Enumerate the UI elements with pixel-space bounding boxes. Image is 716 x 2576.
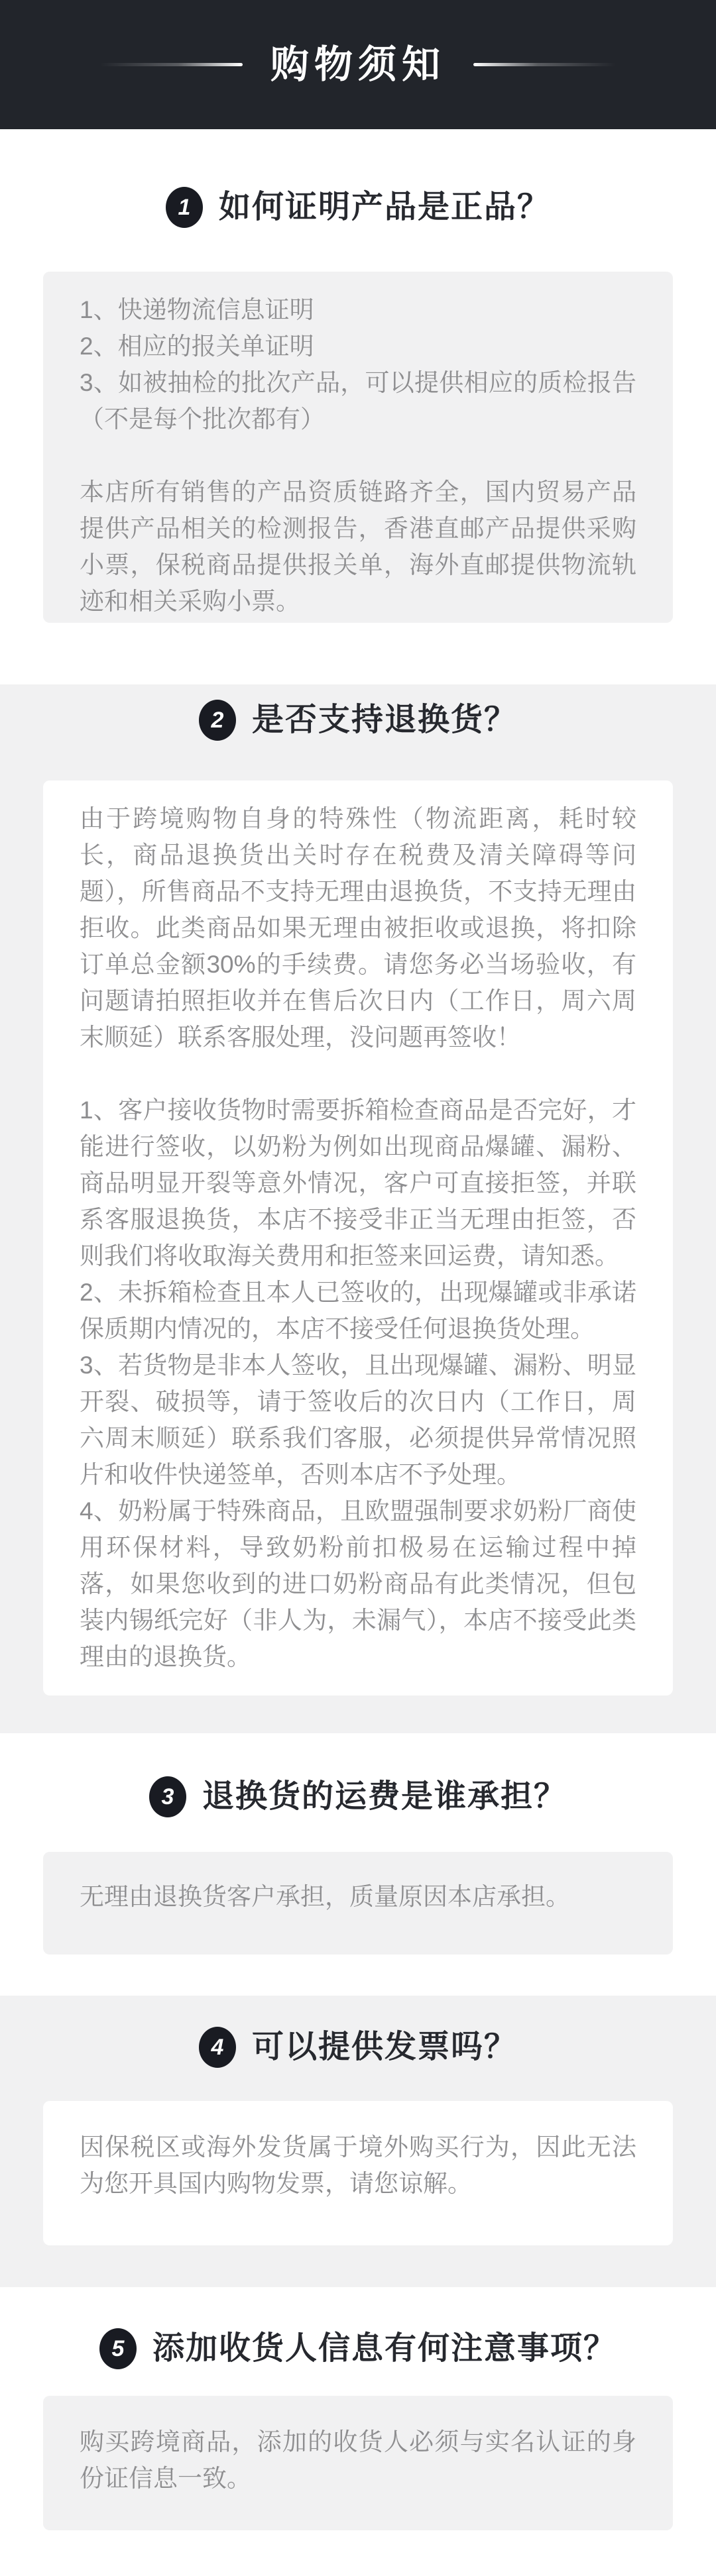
section-1-text-box bbox=[43, 272, 673, 623]
section-1-number-badge: 1 bbox=[166, 187, 203, 228]
section-5-title: 添加收货人信息有何注意事项？ bbox=[152, 2331, 617, 2366]
section-5-text-box bbox=[43, 2396, 673, 2530]
paragraph: 1、客户接收货物时需要拆箱检查商品是否完好，才能进行签收，以奶粉为例如出现商品爆罐、漏粉、商品明显开裂等意外情况，客户可直接拒签，并联系客服退换货，本店不接受非正当无理由拒签，否则我们将收取海关费用和拒签来回运费，请知悉。 bbox=[80, 1097, 636, 1269]
page-header bbox=[0, 0, 716, 129]
header-divider-left-icon bbox=[100, 63, 243, 66]
section-5-number-badge: 5 bbox=[99, 2328, 137, 2369]
section-4-title: 可以提供发票吗？ bbox=[251, 2029, 517, 2065]
header-divider-right-icon bbox=[473, 63, 616, 66]
paragraph: 1、快递物流信息证明 bbox=[80, 296, 314, 323]
paragraph: 3、若货物是非本人签收，且出现爆罐、漏粉、明显开裂、破损等，请于签收后的次日内（工作日，周六周末顺延）联系我们客服，必须提供异常情况照片和收件快递签单，否则本店不予处理。 bbox=[80, 1352, 636, 1488]
section-1-title: 如何证明产品是正品？ bbox=[218, 189, 550, 225]
paragraph: 购买跨境商品，添加的收货人必须与实名认证的身份证信息一致。 bbox=[80, 2428, 636, 2492]
section-2-title: 是否支持退换货？ bbox=[251, 702, 517, 737]
section-1-heading bbox=[0, 186, 716, 229]
paragraph: 由于跨境购物自身的特殊性（物流距离，耗时较长，商品退换货出关时存在税费及清关障碍等问题），所售商品不支持无理由退换货，不支持无理由拒收。此类商品如果无理由被拒收或退换，将扣除订单总金额30%的手续费。请您务必当场验收，有问题请拍照拒收并在售后次日内（工作日，周六周末顺延）联系客服处理，没问题再签收！ bbox=[80, 805, 636, 1051]
paragraph: 本店所有销售的产品资质链路齐全，国内贸易产品提供产品相关的检测报告，香港直邮产品提供采购小票，保税商品提供报关单，海外直邮提供物流轨迹和相关采购小票。 bbox=[80, 478, 636, 615]
section-3-number-badge: 3 bbox=[149, 1776, 186, 1817]
section-2-heading bbox=[0, 699, 716, 741]
paragraph: 无理由退换货客户承担，质量原因本店承担。 bbox=[80, 1883, 570, 1910]
section-4-number-badge: 4 bbox=[199, 2027, 236, 2068]
paragraph: 因保税区或海外发货属于境外购买行为，因此无法为您开具国内购物发票，请您谅解。 bbox=[80, 2133, 636, 2197]
section-4-text-box bbox=[43, 2101, 673, 2245]
section-2-number-badge: 2 bbox=[199, 700, 236, 741]
section-5-heading bbox=[0, 2328, 716, 2370]
section-2-text-box bbox=[43, 780, 673, 1695]
section-3-heading bbox=[0, 1776, 716, 1818]
page-title: 购物须知 bbox=[270, 42, 446, 86]
paragraph: 2、未拆箱检查且本人已签收的，出现爆罐或非承诺保质期内情况的，本店不接受任何退换货处理。 bbox=[80, 1279, 636, 1342]
section-3-text-box bbox=[43, 1852, 673, 1955]
paragraph: 2、相应的报关单证明 bbox=[80, 333, 314, 360]
paragraph: 3、如被抽检的批次产品，可以提供相应的质检报告（不是每个批次都有） bbox=[80, 369, 636, 433]
paragraph: 4、奶粉属于特殊商品，且欧盟强制要求奶粉厂商使用环保材料，导致奶粉前扣极易在运输过程中掉落，如果您收到的进口奶粉商品有此类情况，但包装内锡纸完好（非人为，未漏气），本店不接受此类理由的退换货。 bbox=[80, 1497, 636, 1670]
section-4-heading bbox=[0, 2026, 716, 2068]
section-3-title: 退换货的运费是谁承担？ bbox=[202, 1779, 567, 1814]
